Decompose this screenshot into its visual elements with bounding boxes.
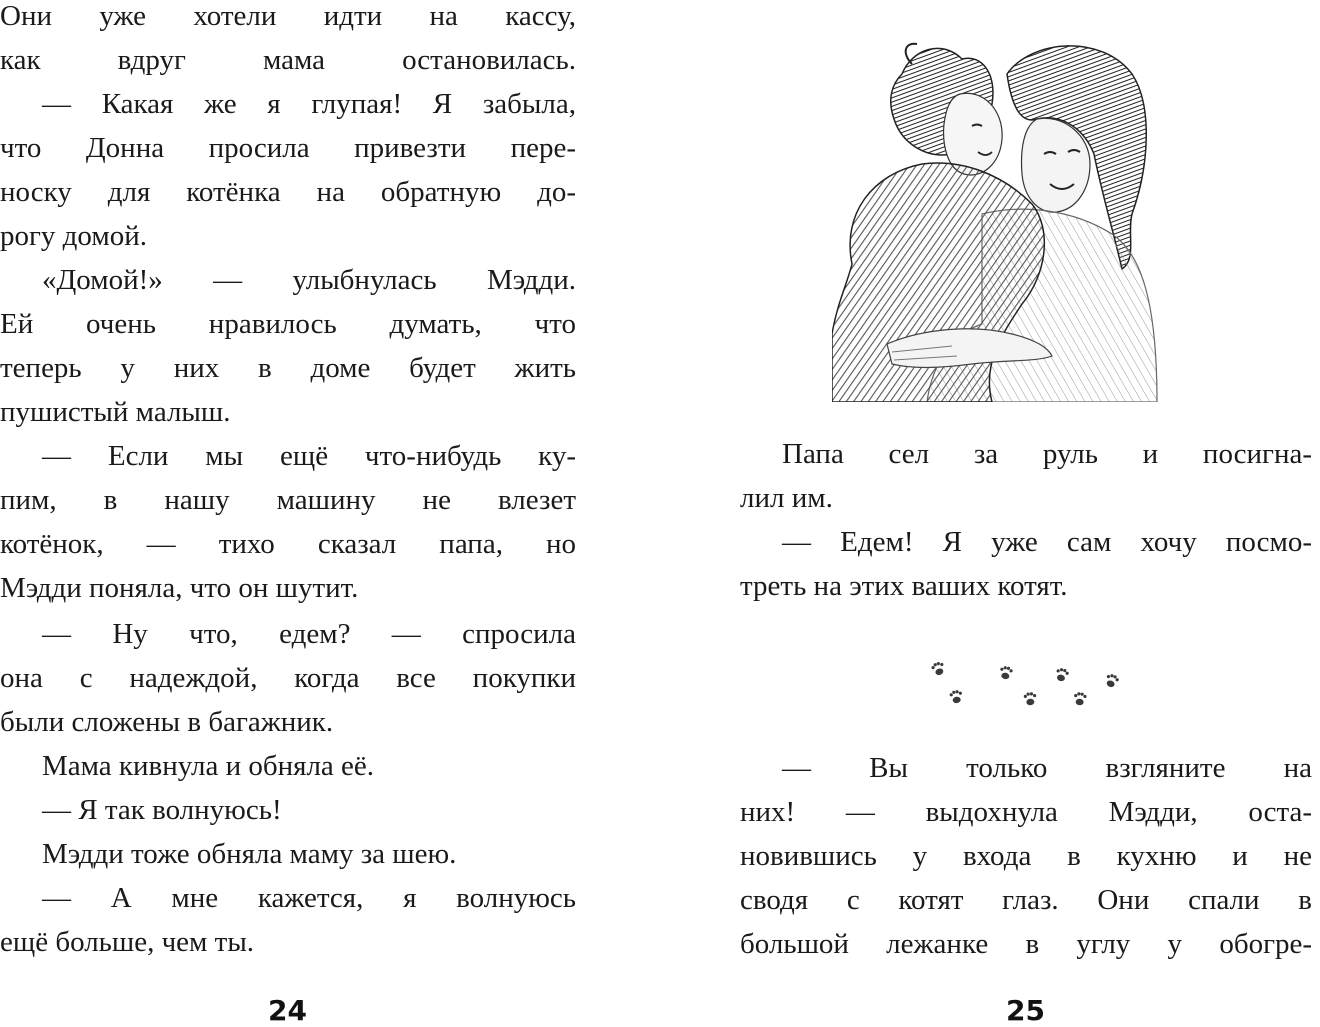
page-number: 25	[1006, 994, 1045, 1027]
text-line: них! — выдохнула Мэдди, оста-	[740, 796, 1312, 828]
text-line: Ей очень нравилось думать, что	[0, 308, 576, 340]
text-line: Папа сел за руль и посигна-	[782, 438, 1312, 470]
text-line: — Едем! Я уже сам хочу посмо-	[782, 526, 1312, 558]
left-page	[0, 0, 600, 1027]
text-line: треть на этих ваших котят.	[740, 570, 1068, 602]
text-line: — Вы только взгляните на	[782, 752, 1312, 784]
text-line: рогу домой.	[0, 220, 147, 252]
paw-prints-divider	[926, 656, 1126, 716]
text-line: пушистый малыш.	[0, 396, 231, 428]
text-line: Мама кивнула и обняла её.	[42, 750, 375, 782]
text-line: она с надеждой, когда все покупки	[0, 662, 576, 694]
right-page	[740, 0, 1320, 1027]
text-line: — А мне кажется, я волнуюсь	[42, 882, 576, 914]
text-line: теперь у них в доме будет жить	[0, 352, 576, 384]
text-line: — Какая же я глупая! Я забыла,	[42, 88, 576, 120]
text-line: ещё больше, чем ты.	[0, 926, 255, 958]
text-line: — Я так волнуюсь!	[42, 794, 282, 826]
text-line: носку для котёнка на обратную до-	[0, 176, 576, 208]
text-line: Они уже хотели идти на кассу,	[0, 0, 576, 32]
text-line: что Донна просила привезти пере-	[0, 132, 576, 164]
text-line: были сложены в багажник.	[0, 706, 334, 738]
text-line: Мэдди тоже обняла маму за шею.	[42, 838, 457, 870]
page-number: 24	[268, 994, 307, 1027]
text-line: новившись у входа в кухню и не	[740, 840, 1312, 872]
text-line: как вдруг мама остановилась.	[0, 44, 576, 76]
text-line: пим, в нашу машину не влезет	[0, 484, 576, 516]
text-line: котёнок, — тихо сказал папа, но	[0, 528, 576, 560]
text-line: — Если мы ещё что-нибудь ку-	[42, 440, 576, 472]
text-line: лил им.	[740, 482, 833, 514]
text-line: — Ну что, едем? — спросила	[42, 618, 576, 650]
text-line: сводя с котят глаз. Они спали в	[740, 884, 1312, 916]
text-line: «Домой!» — улыбнулась Мэдди.	[42, 264, 576, 296]
mother-daughter-hug-illustration	[832, 34, 1162, 402]
text-line: большой лежанке в углу у обогре-	[740, 928, 1312, 960]
text-line: Мэдди поняла, что он шутит.	[0, 572, 359, 604]
